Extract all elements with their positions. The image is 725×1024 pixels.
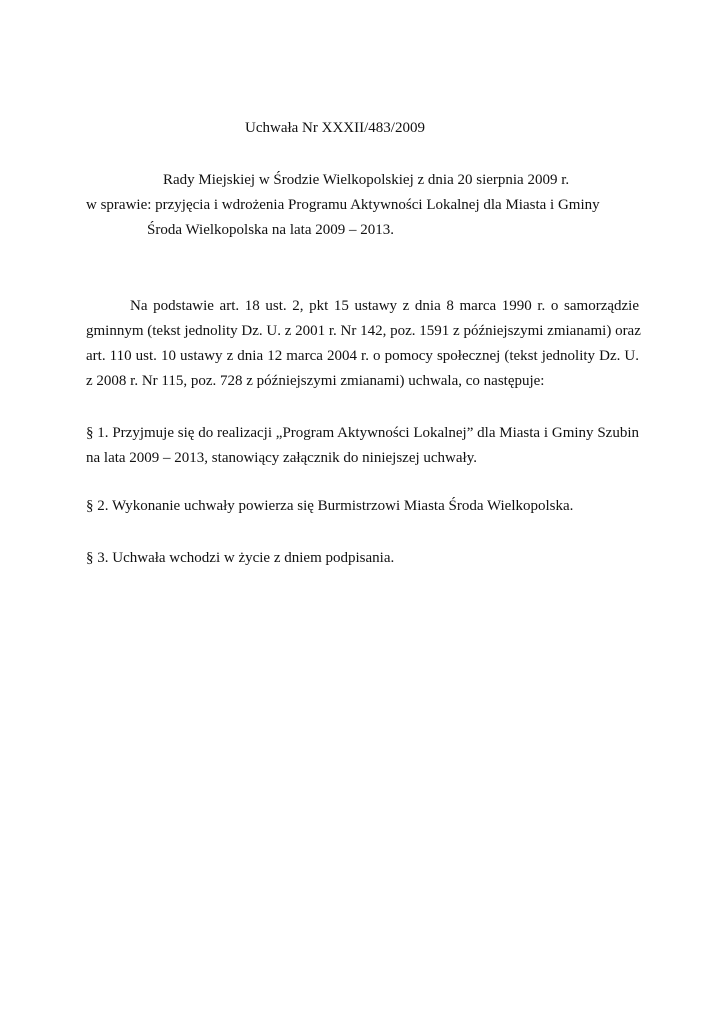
subject-line: w sprawie: przyjęcia i wdrożenia Programu Aktywności Lokalnej dla Miasta i Gminy (86, 197, 600, 213)
section-1-line-2: na lata 2009 – 2013, stanowiący załącznik do niniejszej uchwały. (86, 450, 477, 466)
section-2: § 2. Wykonanie uchwały powierza się Burmistrzowi Miasta Środa Wielkopolska. (86, 498, 574, 514)
council-date-line: Rady Miejskiej w Środzie Wielkopolskiej z dnia 20 sierpnia 2009 r. (163, 172, 570, 188)
preamble-line-4: z 2008 r. Nr 115, poz. 728 z późniejszymi zmianami) uchwala, co następuje: (86, 373, 545, 389)
section-1-line-1: § 1. Przyjmuje się do realizacji „Program Aktywności Lokalnej” dla Miasta i Gminy Szubin (86, 425, 639, 441)
preamble-line-2: gminnym (tekst jednolity Dz. U. z 2001 r. Nr 142, poz. 1591 z późniejszymi zmianami) oraz (86, 323, 641, 339)
resolution-title: Uchwała Nr XXXII/483/2009 (245, 120, 425, 136)
subject-line-continued: Środa Wielkopolska na lata 2009 – 2013. (147, 222, 394, 238)
section-3: § 3. Uchwała wchodzi w życie z dniem podpisania. (86, 550, 395, 566)
preamble-line-3: art. 110 ust. 10 ustawy z dnia 12 marca 2004 r. o pomocy społecznej (tekst jednolity Dz. U. (86, 348, 639, 364)
preamble-line-1: Na podstawie art. 18 ust. 2, pkt 15 ustawy z dnia 8 marca 1990 r. o samorządzie (130, 298, 639, 314)
